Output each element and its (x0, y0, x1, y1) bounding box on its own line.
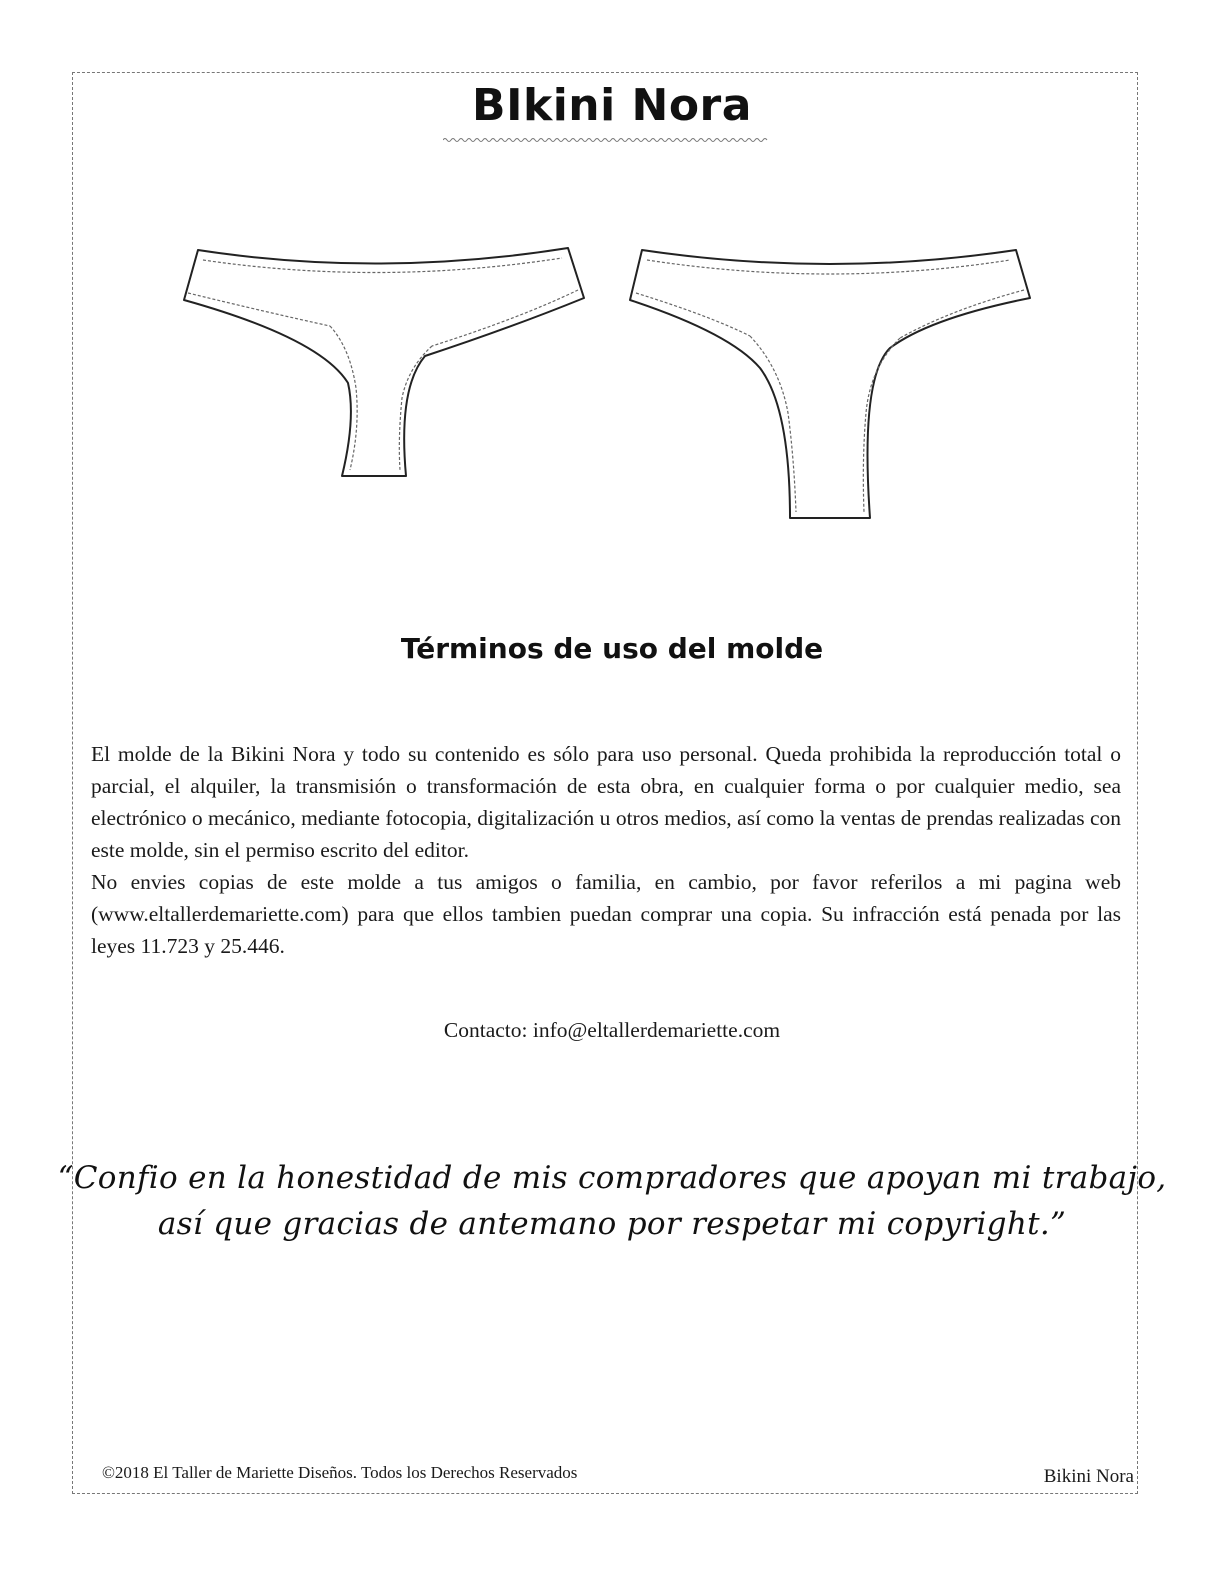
quote-line-2: así que gracias de antemano por respetar mi copyright.” (157, 1206, 1067, 1242)
terms-paragraph-1: El molde de la Bikini Nora y todo su contenido es sólo para uso personal. Queda prohibida la reproducción total o parcial, el alquiler, la transmisión o transformación de esta obra, en cualquier forma o por cualquier medio, sea electrónico o mecánico, mediante fotocopia, digitalización u otros medios, así como la ventas de prendas realizadas con este molde, sin el permiso escrito del editor. (91, 742, 1121, 862)
title-underline (443, 136, 769, 144)
terms-body (91, 738, 1121, 962)
bikini-front-icon (184, 248, 584, 476)
terms-paragraph-2: No envies copias de este molde a tus amigos o familia, en cambio, por favor referilos a mi pagina web (www.eltallerdemariette.com) para que ellos tambien puedan comprar una copia. Su infracción está penada por las leyes 11.723 y 25.446. (91, 870, 1121, 958)
footer-copyright: ©2018 El Taller de Mariette Diseños. Todos los Derechos Reservados (102, 1463, 578, 1482)
author-quote (0, 1155, 1224, 1247)
footer-product-name: Bikini Nora (1043, 1466, 1134, 1487)
contact-line: Contacto: info@eltallerdemariette.com (443, 1018, 781, 1042)
quote-line-1: “Confio en la honestidad de mis compradores que apoyan mi trabajo, (57, 1160, 1167, 1196)
bikini-back-icon (630, 250, 1030, 518)
bikini-illustrations (170, 238, 1050, 528)
page-title: BIkini Nora (472, 80, 752, 131)
terms-heading: Términos de uso del molde (400, 632, 824, 665)
